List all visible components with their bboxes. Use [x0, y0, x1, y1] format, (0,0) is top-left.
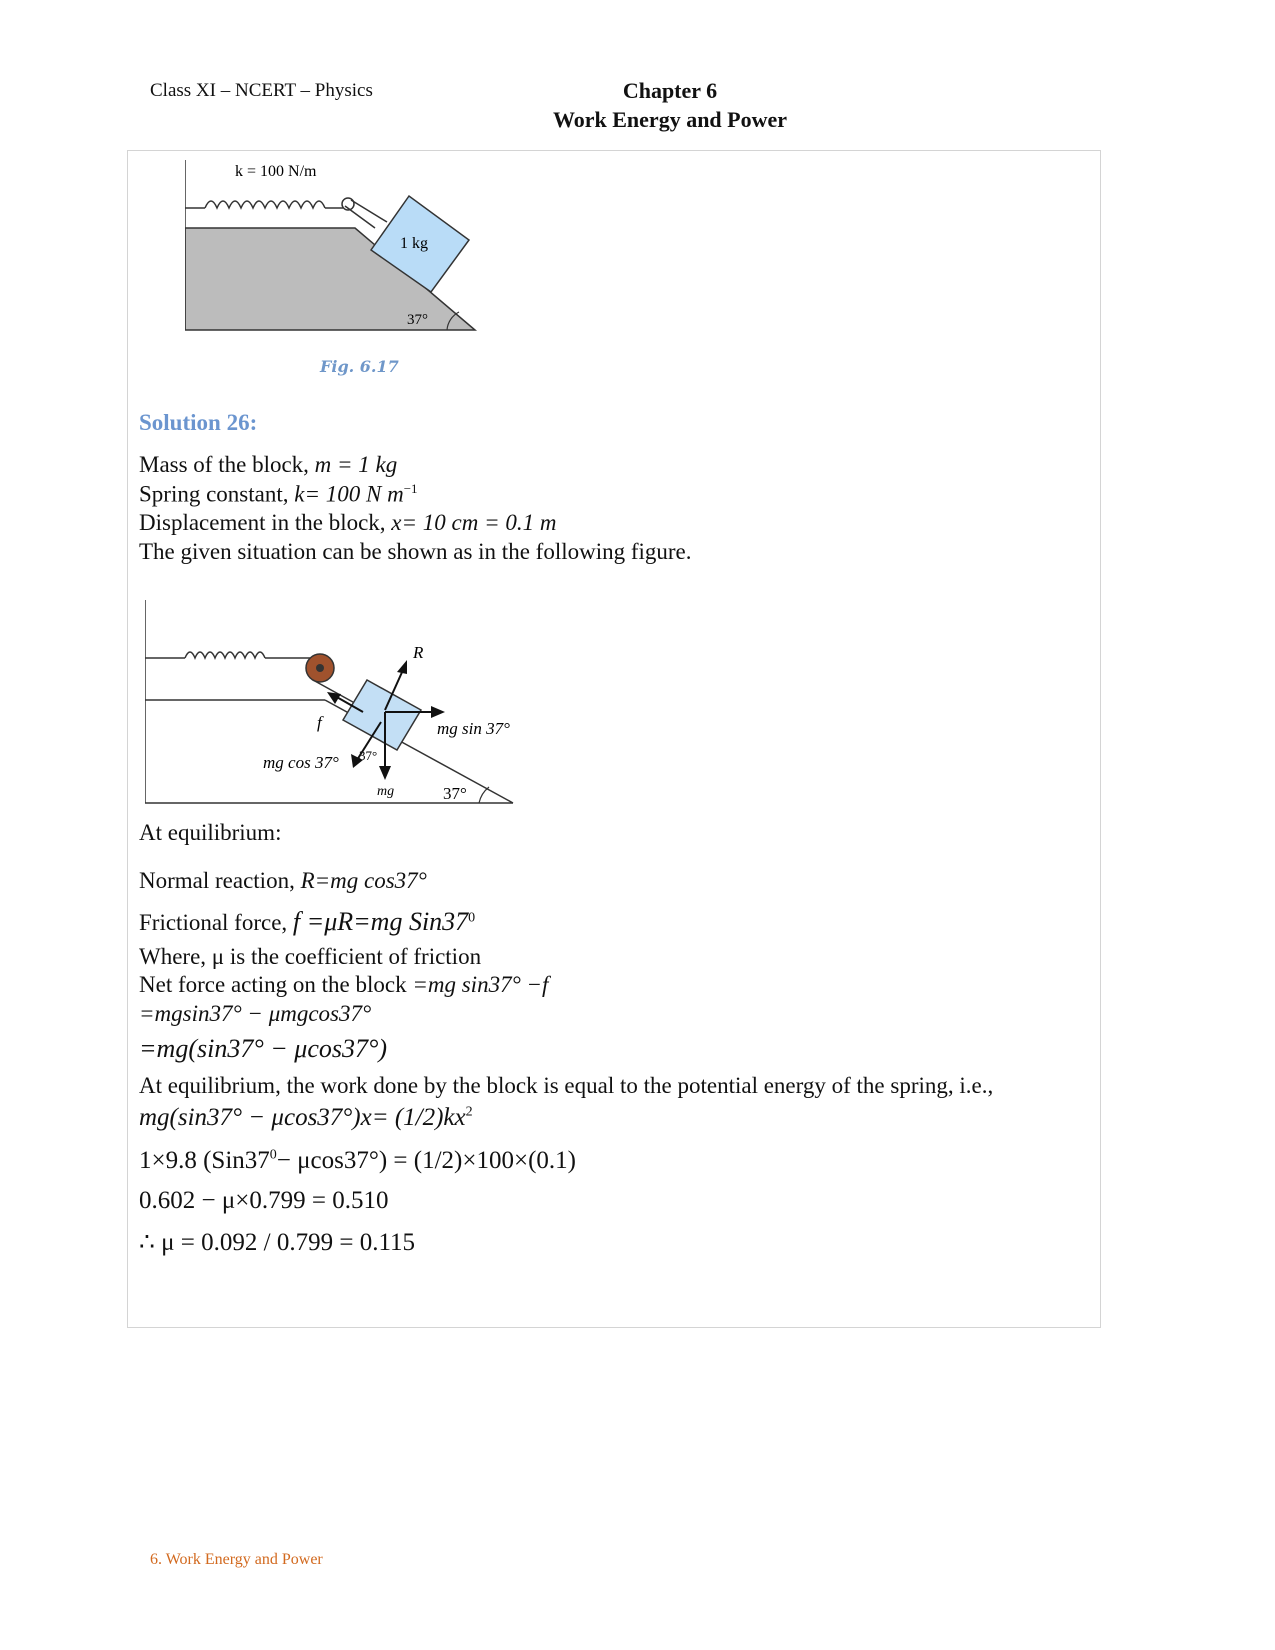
- step-2: =mg(sin37° − μcos37°): [139, 1034, 388, 1063]
- normal-expr: R=mg cos37°: [300, 868, 427, 893]
- normal-reaction: [139, 868, 427, 894]
- friction-sup: 0: [468, 910, 476, 926]
- at-equilibrium: At equilibrium:: [139, 820, 282, 845]
- where-line: Where, μ is the coefficient of friction: [139, 944, 482, 969]
- friction-text: Frictional force,: [139, 910, 293, 935]
- disp-text: Displacement in the block,: [139, 510, 392, 535]
- figure-spring-incline: [185, 160, 505, 352]
- label-angle-small: 37°: [359, 748, 378, 763]
- numeric-1-sup: 0: [269, 1147, 277, 1163]
- energy-expr: mg(sin37° − μcos37°)x= (1/2)kx: [139, 1104, 466, 1131]
- numeric-1a: 1×9.8 (Sin37: [139, 1147, 270, 1174]
- work-text: At equilibrium, the work done by the block is equal to the potential energy of the spring, i.e.,: [139, 1073, 994, 1098]
- footer: 6. Work Energy and Power: [150, 1551, 323, 1568]
- label-mg-cos: mg cos 37°: [263, 753, 339, 772]
- figure-free-body: [145, 600, 565, 825]
- spring-exp: −1: [403, 481, 418, 496]
- spring-line: [139, 481, 418, 508]
- numeric-1: [139, 1147, 576, 1175]
- displacement-line: [139, 510, 556, 536]
- figure-intro: The given situation can be shown as in the following figure.: [139, 539, 692, 564]
- friction-expr: f =μR=mg Sin37: [292, 907, 469, 936]
- numeric-2: 0.602 − μ×0.799 = 0.510: [139, 1187, 389, 1214]
- net-force: [139, 972, 548, 998]
- step-1: =mgsin37° − μmgcos37°: [139, 1001, 372, 1026]
- figure-caption: Fig. 6.17: [320, 357, 399, 376]
- mass-label: 1 kg: [400, 235, 428, 252]
- label-angle-base: 37°: [443, 784, 467, 803]
- frictional-force: [139, 907, 475, 937]
- label-mg-sin: mg sin 37°: [437, 719, 510, 738]
- energy-sup: 2: [465, 1104, 473, 1120]
- spring-text: Spring constant,: [139, 481, 295, 507]
- spring-expr: k= 100 N m: [294, 481, 404, 507]
- label-mg: mg: [377, 784, 395, 799]
- mass-line: [139, 452, 397, 478]
- spring-constant-label: k = 100 N/m: [235, 163, 317, 180]
- header-chapter: [500, 76, 840, 134]
- angle-label: 37°: [407, 312, 428, 328]
- normal-text: Normal reaction,: [139, 868, 301, 893]
- label-f: f: [317, 713, 322, 732]
- chapter-title: Work Energy and Power: [552, 107, 788, 132]
- mass-text: Mass of the block,: [139, 452, 315, 477]
- net-expr: =mg sin37° −f: [412, 972, 549, 997]
- net-text: Net force acting on the block: [139, 972, 413, 997]
- header-subject: Class XI – NCERT – Physics: [150, 80, 373, 101]
- result: ∴ μ = 0.092 / 0.799 = 0.115: [139, 1229, 416, 1256]
- numeric-1b: − μcos37°) = (1/2)×100×(0.1): [276, 1147, 576, 1174]
- mass-expr: m = 1 kg: [314, 452, 398, 477]
- label-R: R: [413, 643, 424, 662]
- disp-expr: x= 10 cm = 0.1 m: [391, 510, 557, 535]
- energy-eq: [139, 1104, 473, 1132]
- solution-title: Solution 26:: [139, 410, 258, 435]
- chapter-number: Chapter 6: [622, 78, 718, 103]
